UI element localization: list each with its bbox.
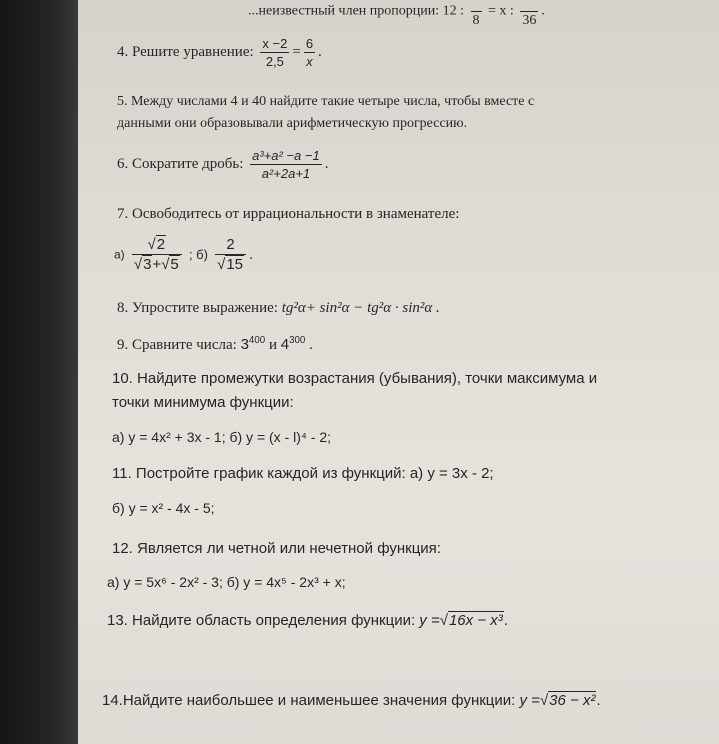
problem-8: 8. Упростите выражение: tg²α+ sin²α − tg²α · sin²α .	[117, 300, 440, 316]
fraction-a: $\frac{√2}{√3+√5}$	[132, 236, 182, 273]
problem-7-expressions: а) $\frac{√2}{√3+√5}$ ; б) $\frac{2}{√15}$ .	[114, 236, 254, 273]
problem-10-line-1: 10. Найдите промежутки возрастания (убывания), точки максимума и	[112, 370, 598, 387]
equation-fraction-left: $\frac{x -2}{2,5}$	[262, 36, 288, 69]
problem-10-line-3: а) y = 4x² + 3x - 1; б) y = (x - l)⁴ - 2;	[112, 429, 332, 445]
problem-11-line-1: 11. Постройте график каждой из функций: а) y = 3x - 2;	[112, 465, 494, 482]
problem-9: 9. Сравните числа: $3^{400}$ и $4^{300}$ .	[117, 335, 313, 353]
problem-3: ...неизвестный член пропорции: 12 : 8 = x : 36 .	[248, 0, 545, 29]
problem-10-line-2: точки минимума функции:	[112, 394, 294, 411]
problem-12-line-1: 12. Является ли четной или нечетной функция:	[112, 540, 441, 557]
equation-fraction-right: $\frac{6}{x}$	[305, 36, 314, 69]
problem-11-line-2: б) y = x² - 4x - 5;	[112, 500, 215, 516]
problem-4: 4. Решите уравнение: $\frac{x -2}{2,5}$ = $\frac{6}{x}$ .	[117, 36, 322, 69]
fraction-to-reduce: $\frac{\text{a³+a² −a −1}}{\text{a²+2a+1}}$	[252, 148, 320, 181]
dark-background	[0, 0, 78, 744]
problem-5-line-2: данными они образовывали арифметическую прогрессию.	[117, 116, 468, 131]
problem-12-line-2: а) y = 5x⁶ - 2x² - 3; б) y = 4x⁵ - 2x³ + x;	[107, 574, 346, 590]
problem-6: 6. Сократите дробь: $\frac{\text{a³+a² −a −1}}{\text{a²+2a+1}}$ .	[117, 148, 329, 181]
problem-13: 13. Найдите область определения функции: y =√16x − x³.	[107, 612, 508, 629]
fraction-b: $\frac{2}{√15}$	[215, 236, 246, 273]
problem-14: 14.Найдите наибольшее и наименьшее значения функции: y =√36 − x².	[102, 692, 601, 709]
problem-7-heading: 7. Освободитесь от иррациональности в знаменателе:	[117, 206, 460, 222]
problem-5-line-1: 5. Между числами 4 и 40 найдите такие четыре числа, чтобы вместе с	[117, 94, 535, 109]
